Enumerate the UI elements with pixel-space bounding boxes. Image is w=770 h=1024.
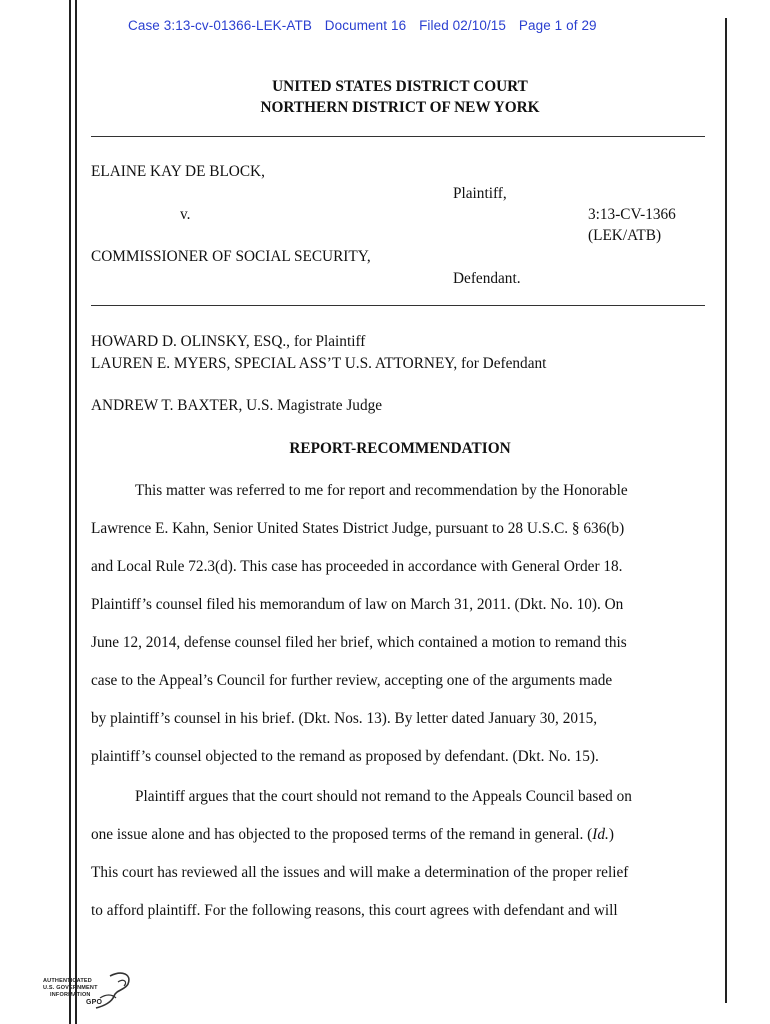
page-count-stamp: Page 1 of 29 — [518, 18, 597, 33]
filed-date-stamp: Filed 02/10/15 — [419, 18, 507, 33]
paragraph-line: This matter was referred to me for report and recommendation by the Honorable — [135, 482, 628, 499]
gpo-seal-line: GPO — [86, 999, 103, 1006]
case-number: 3:13-CV-1366 — [588, 206, 676, 223]
paragraph-line: plaintiff’s counsel objected to the remand as proposed by defendant. (Dkt. No. 15). — [91, 748, 599, 765]
paragraph-line: one issue alone and has objected to the proposed terms of the remand in general. (Id.) — [91, 826, 614, 843]
defendant-name: COMMISSIONER OF SOCIAL SECURITY, — [91, 248, 371, 265]
judge-initials: (LEK/ATB) — [588, 227, 662, 244]
plaintiff-role: Plaintiff, — [453, 185, 507, 202]
paragraph-line: Plaintiff argues that the court should not remand to the Appeals Council based on — [135, 788, 632, 805]
court-name: UNITED STATES DISTRICT COURT — [272, 78, 528, 95]
versus-label: v. — [180, 206, 191, 223]
plaintiff-counsel: HOWARD D. OLINSKY, ESQ., for Plaintiff — [91, 333, 366, 350]
paragraph-line: to afford plaintiff. For the following reasons, this court agrees with defendant and will — [91, 902, 618, 919]
paragraph-line: Lawrence E. Kahn, Senior United States District Judge, pursuant to 28 U.S.C. § 636(b) — [91, 520, 625, 537]
gpo-seal-line: U.S. GOVERNMENT — [43, 985, 98, 991]
magistrate-judge: ANDREW T. BAXTER, U.S. Magistrate Judge — [91, 397, 383, 414]
gpo-seal-line: AUTHENTICATED — [43, 978, 92, 984]
paragraph-line: by plaintiff’s counsel in his brief. (Dkt. Nos. 13). By letter dated January 30, 2015, — [91, 710, 598, 727]
right-margin-rule — [725, 18, 727, 1003]
ecf-header-stamp — [128, 18, 606, 33]
caption-bottom-divider — [91, 305, 705, 306]
paragraph-line: case to the Appeal’s Council for further review, accepting one of the arguments made — [91, 672, 613, 689]
paragraph-line: and Local Rule 72.3(d). This case has proceeded in accordance with General Order 18. — [91, 558, 623, 575]
document-number-stamp: Document 16 — [324, 18, 407, 33]
document-title: REPORT-RECOMMENDATION — [289, 440, 511, 457]
paragraph-line: June 12, 2014, defense counsel filed her brief, which contained a motion to remand this — [91, 634, 627, 651]
court-district: NORTHERN DISTRICT OF NEW YORK — [260, 99, 540, 116]
paragraph-line: Plaintiff’s counsel filed his memorandum of law on March 31, 2011. (Dkt. No. 10). On — [91, 596, 624, 613]
gpo-seal-line: INFORMATION — [50, 992, 91, 998]
paragraph-line: This court has reviewed all the issues and will make a determination of the proper relief — [91, 864, 629, 881]
left-margin-rule — [69, 0, 71, 1024]
defendant-counsel: LAUREN E. MYERS, SPECIAL ASS’T U.S. ATTORNEY, for Defendant — [91, 355, 547, 372]
plaintiff-name: ELAINE KAY DE BLOCK, — [91, 163, 265, 180]
caption-top-divider — [91, 136, 705, 137]
gpo-authentication-seal — [40, 968, 150, 1008]
defendant-role: Defendant. — [453, 270, 521, 287]
case-number-stamp: Case 3:13-cv-01366-LEK-ATB — [128, 18, 312, 33]
left-margin-rule-inner — [75, 0, 77, 1024]
